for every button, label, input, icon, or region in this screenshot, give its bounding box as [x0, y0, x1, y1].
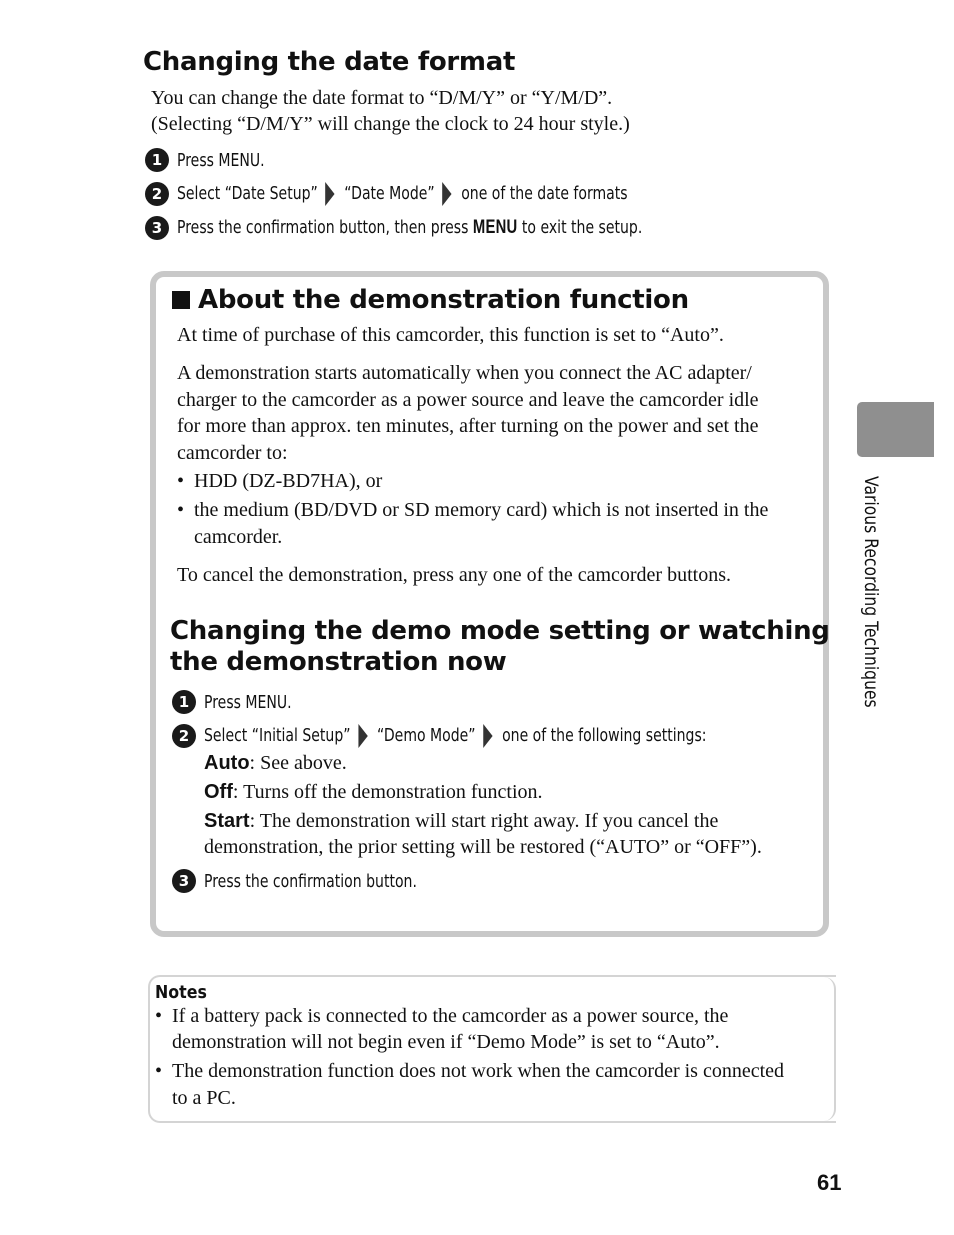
demo-box-title — [172, 285, 689, 315]
menu-button-word: MENU — [472, 217, 518, 238]
bullet-text: the medium (BD/DVD or SD memory card) which is not inserted in the — [194, 499, 769, 521]
step-number: 2 — [172, 724, 196, 748]
step-post: to exit the setup. — [517, 217, 643, 238]
notes-title: Notes — [155, 982, 207, 1003]
setting-start-cont: demonstration, the prior setting will be restored (“AUTO” or “OFF”). — [204, 836, 762, 858]
step-part-2: “Demo Mode” — [377, 725, 476, 746]
setting-start — [204, 808, 718, 835]
bullet-dot: • — [155, 1060, 163, 1082]
step-2-date — [145, 181, 755, 207]
step-text — [177, 217, 642, 239]
setting-key: Auto — [204, 752, 250, 774]
step-number: 1 — [172, 690, 196, 714]
demo-subtitle-line-2: the demonstration now — [170, 647, 507, 677]
bullet-dot: • — [155, 1005, 163, 1027]
chapter-side-tab — [857, 402, 934, 457]
demo-p2-line-2: charger to the camcorder as a power source and leave the camcorder idle — [177, 389, 759, 411]
demo-p1: At time of purchase of this camcorder, this function is set to “Auto”. — [177, 324, 724, 346]
step-2-demo — [172, 723, 848, 749]
step-number: 3 — [172, 869, 196, 893]
bullet-item — [177, 497, 768, 524]
arrow-right-icon — [483, 724, 492, 748]
note-text-cont: demonstration will not begin even if “Demo Mode” is set to “Auto”. — [172, 1031, 720, 1053]
step-3-date — [145, 215, 774, 241]
step-part-1: Select “Date Setup” — [177, 183, 318, 204]
intro-line-1: You can change the date format to “D/M/Y” or “Y/M/D”. — [151, 87, 613, 109]
setting-key: Off — [204, 781, 233, 803]
note-text: The demonstration function does not work when the camcorder is connected — [172, 1060, 785, 1082]
setting-desc: : See above. — [249, 752, 347, 774]
note-text-cont: to a PC. — [172, 1087, 236, 1109]
section-title-date-format: Changing the date format — [143, 47, 516, 77]
bullet-text-cont: camcorder. — [194, 526, 283, 548]
note-item — [155, 1003, 728, 1030]
page-number: 61 — [817, 1170, 842, 1195]
demo-p2-line-3: for more than approx. ten minutes, after turning on the power and set the — [177, 415, 759, 437]
chapter-side-label: Various Recording Techniques — [860, 476, 882, 708]
demo-box-title-text: About the demonstration function — [198, 285, 689, 315]
step-number: 3 — [145, 216, 169, 240]
step-1-demo — [172, 689, 316, 715]
arrow-right-icon — [442, 182, 451, 206]
step-text: Press MENU. — [204, 691, 292, 713]
step-1-date — [145, 147, 289, 173]
step-number: 1 — [145, 148, 169, 172]
arrow-right-icon — [358, 724, 367, 748]
setting-desc: : Turns off the demonstration function. — [232, 781, 543, 803]
demo-p2-line-4: camcorder to: — [177, 442, 288, 464]
bullet-dot: • — [177, 470, 185, 492]
arrow-right-icon — [326, 182, 335, 206]
step-part-1: Select “Initial Setup” — [204, 725, 351, 746]
step-text — [204, 724, 706, 748]
step-text: Press MENU. — [177, 149, 265, 171]
bullet-dot: • — [177, 499, 185, 521]
step-part-2: “Date Mode” — [344, 183, 435, 204]
demo-subtitle-line-1: Changing the demo mode setting or watching — [170, 616, 830, 646]
demo-p3: To cancel the demonstration, press any one of the camcorder buttons. — [177, 564, 731, 586]
bullet-text: HDD (DZ-BD7HA), or — [194, 470, 383, 492]
setting-key: Start — [204, 810, 250, 832]
setting-off — [204, 779, 543, 806]
setting-desc: : The demonstration will start right away. If you cancel the — [249, 810, 719, 832]
step-pre: Press the confirmation button, then press — [177, 217, 473, 238]
intro-line-2: (Selecting “D/M/Y” will change the clock to 24 hour style.) — [151, 113, 630, 135]
demo-p2-line-1: A demonstration starts automatically when you connect the AC adapter/ — [177, 362, 752, 384]
note-item — [155, 1058, 784, 1085]
step-3-demo — [172, 868, 477, 894]
step-text: Press the confirmation button. — [204, 870, 417, 892]
setting-auto — [204, 750, 347, 777]
step-text — [177, 182, 628, 206]
square-bullet-icon — [172, 291, 190, 309]
note-text: If a battery pack is connected to the camcorder as a power source, the — [172, 1005, 729, 1027]
step-part-3: one of the following settings: — [502, 725, 707, 746]
step-number: 2 — [145, 182, 169, 206]
step-part-3: one of the date formats — [461, 183, 628, 204]
bullet-item — [177, 468, 382, 495]
